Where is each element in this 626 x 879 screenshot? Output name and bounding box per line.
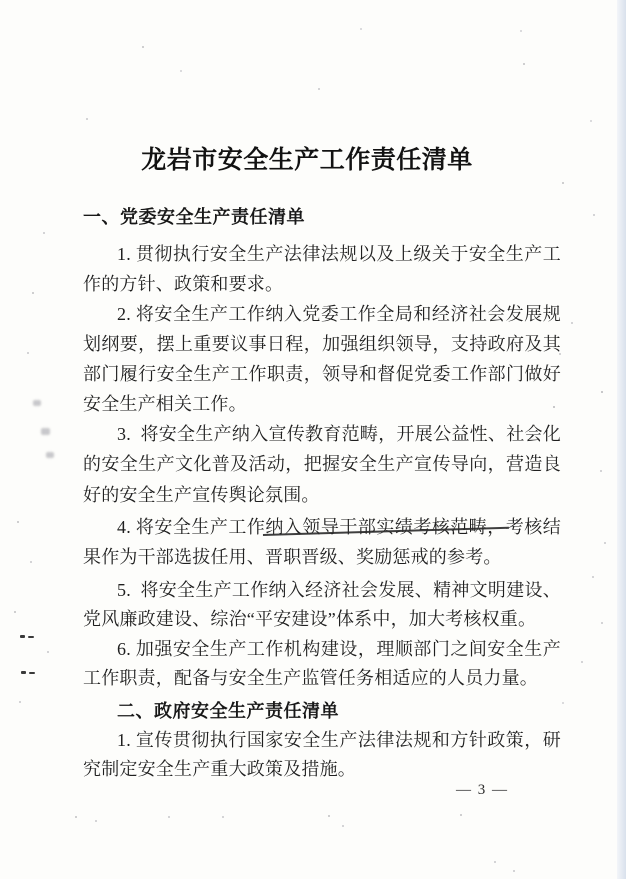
section-heading-party-committee: 一、党委安全生产责任清单 <box>83 207 305 227</box>
text-line: 果作为干部选拔任用、晋职晋级、奖励惩戒的参考。 <box>83 547 502 567</box>
margin-pencil-mark <box>28 636 34 638</box>
text-line: 党风廉政建设、综治“平安建设”体系中，加大考核权重。 <box>83 609 537 629</box>
scanner-edge-band <box>617 0 626 879</box>
text-line: 2. 将安全生产工作纳入党委工作全局和经济社会发展规 <box>117 304 561 324</box>
underlined-phrase: 纳入领导干部实绩考核范畴， <box>265 517 506 537</box>
text-line: 安全生产相关工作。 <box>83 394 247 414</box>
page-number: — 3 — <box>456 782 509 798</box>
document-title: 龙岩市安全生产工作责任清单 <box>141 147 473 174</box>
line-segment: 4. 将安全生产工作 <box>117 517 266 537</box>
text-line: 1. 宣传贯彻执行国家安全生产法律法规和方针政策，研 <box>117 730 561 750</box>
text-line: 1. 贯彻执行安全生产法律法规以及上级关于安全生产工 <box>117 244 561 264</box>
text-line: 部门履行安全生产工作职责，领导和督促党委工作部门做好 <box>83 364 561 384</box>
text-line: 6. 加强安全生产工作机构建设，理顺部门之间安全生产 <box>117 639 561 659</box>
text-line: 究制定安全生产重大政策及措施。 <box>83 759 356 779</box>
margin-smudge <box>46 452 54 458</box>
text-line: 划纲要，摆上重要议事日程，加强组织领导，支持政府及其 <box>83 334 561 354</box>
text-line: 工作职责，配备与安全生产监管任务相适应的人员力量。 <box>83 668 538 688</box>
text-line: 5. 将安全生产工作纳入经济社会发展、精神文明建设、 <box>117 580 561 600</box>
section-heading-government: 二、政府安全生产责任清单 <box>117 701 339 721</box>
scan-speckles <box>0 0 2 2</box>
text-line-with-annotation <box>83 515 561 542</box>
margin-smudge <box>33 400 41 406</box>
margin-pencil-mark <box>20 635 25 638</box>
text-line: 的安全生产文化普及活动，把握安全生产宣传导向，营造良 <box>83 454 561 474</box>
text-line: 作的方针、政策和要求。 <box>83 274 284 294</box>
text-line: 3. 将安全生产纳入宣传教育范畴，开展公益性、社会化 <box>117 424 561 444</box>
line-segment: 考核结 <box>505 517 561 537</box>
margin-smudge <box>41 428 50 435</box>
text-line: 好的安全生产宣传舆论氛围。 <box>83 485 320 505</box>
margin-pencil-mark <box>21 671 26 674</box>
margin-pencil-mark <box>29 672 35 674</box>
